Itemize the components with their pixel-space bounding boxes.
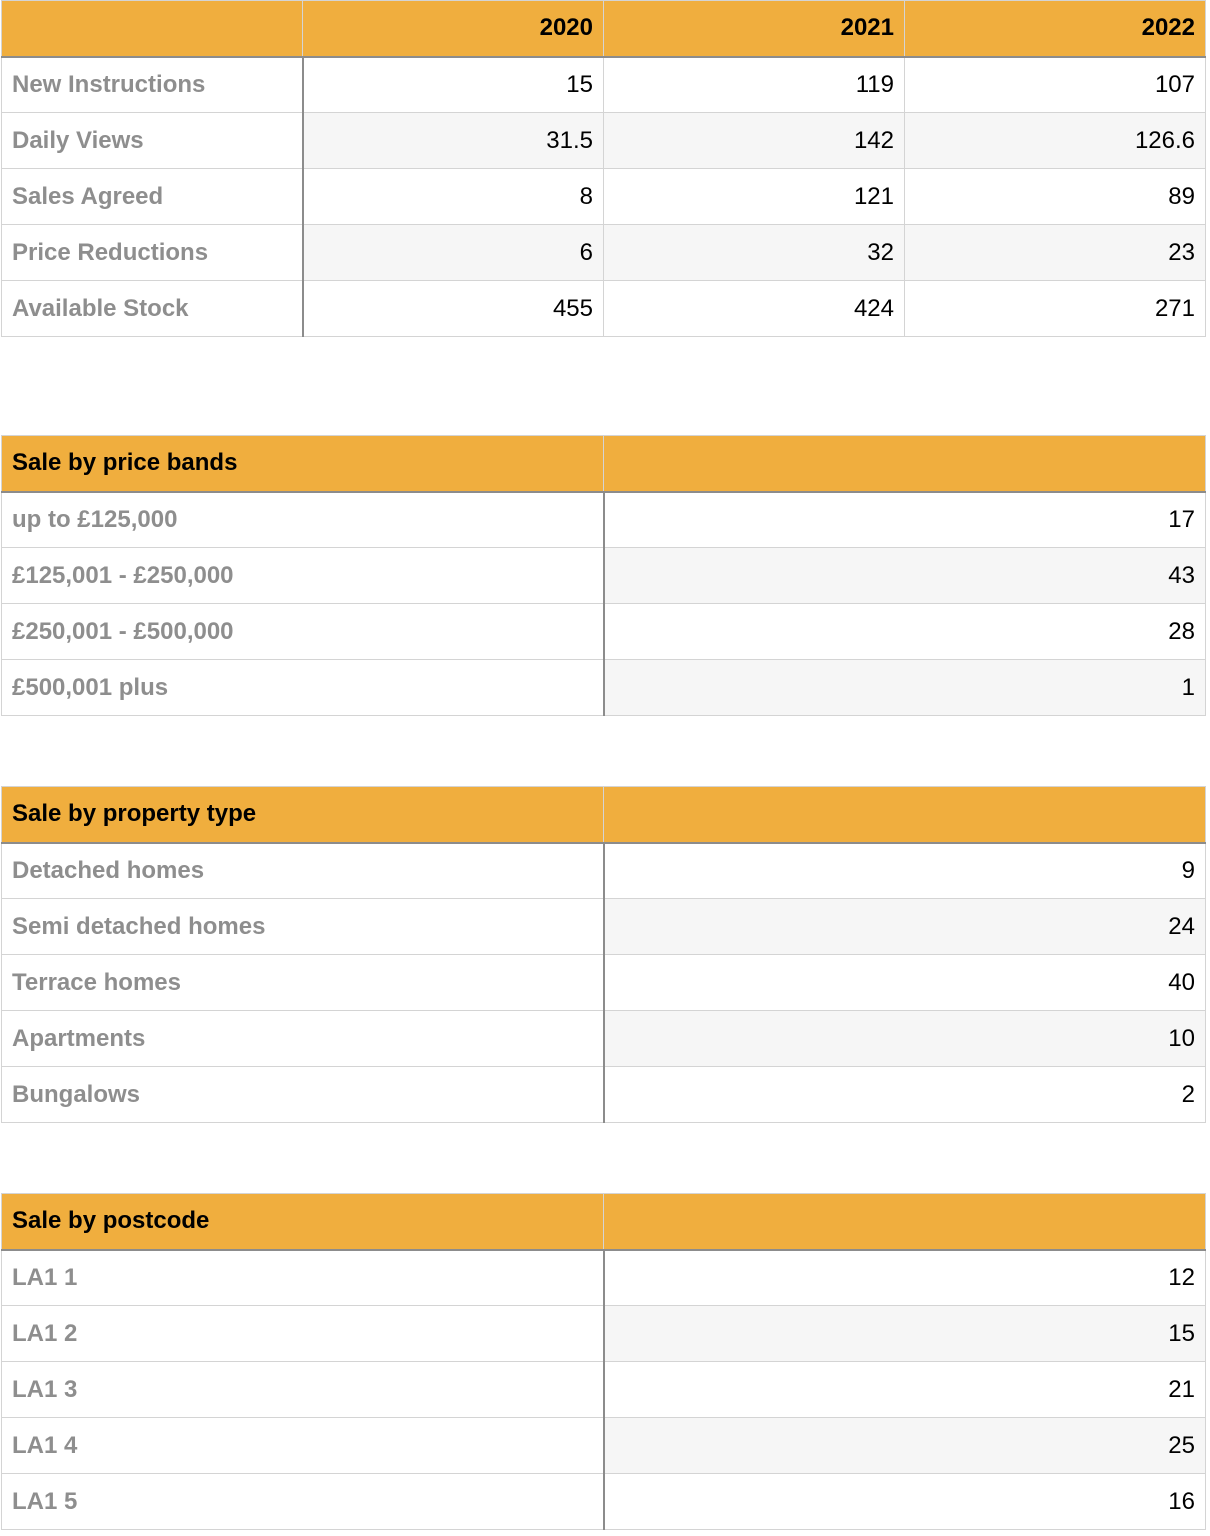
table-row [2,548,1206,604]
cell-value: 107 [905,57,1206,113]
row-label: £250,001 - £500,000 [2,604,604,660]
cell-value: 424 [604,281,905,337]
row-label: LA1 1 [2,1250,604,1306]
table-row [2,660,1206,716]
cell-value: 8 [303,169,604,225]
header-cell-empty [604,787,1206,843]
row-label: Sales Agreed [2,169,303,225]
cell-value: 40 [604,955,1206,1011]
cell-value: 10 [604,1011,1206,1067]
cell-value: 17 [604,492,1206,548]
cell-value: 455 [303,281,604,337]
cell-value: 1 [604,660,1206,716]
table-title: Sale by price bands [2,436,604,492]
row-label: £125,001 - £250,000 [2,548,604,604]
table-title: Sale by property type [2,787,604,843]
property-type-table [1,786,1206,1123]
row-label: LA1 4 [2,1418,604,1474]
cell-value: 9 [604,843,1206,899]
table-row [2,1250,1206,1306]
header-cell-empty [2,1,303,57]
cell-value: 16 [604,1474,1206,1530]
row-label: Price Reductions [2,225,303,281]
table-row [2,225,1206,281]
table-row [2,113,1206,169]
cell-value: 23 [905,225,1206,281]
cell-value: 271 [905,281,1206,337]
cell-value: 25 [604,1418,1206,1474]
table-header-row [2,1194,1206,1250]
header-cell-empty [604,1194,1206,1250]
table-header-row [2,436,1206,492]
row-label: up to £125,000 [2,492,604,548]
cell-value: 31.5 [303,113,604,169]
cell-value: 15 [303,57,604,113]
table-row [2,1474,1206,1530]
table-title: Sale by postcode [2,1194,604,1250]
row-label: Available Stock [2,281,303,337]
table-row [2,1067,1206,1123]
table-row [2,1306,1206,1362]
cell-value: 142 [604,113,905,169]
header-cell-year: 2022 [905,1,1206,57]
row-label: LA1 2 [2,1306,604,1362]
row-label: Bungalows [2,1067,604,1123]
table-row [2,955,1206,1011]
row-label: LA1 5 [2,1474,604,1530]
row-label: £500,001 plus [2,660,604,716]
table-row [2,1011,1206,1067]
header-cell-year: 2021 [604,1,905,57]
cell-value: 28 [604,604,1206,660]
table-row [2,899,1206,955]
price-bands-table [1,435,1206,716]
table-row [2,604,1206,660]
cell-value: 6 [303,225,604,281]
table-header-row [2,1,1206,57]
header-cell-year: 2020 [303,1,604,57]
row-label: Terrace homes [2,955,604,1011]
table-row [2,169,1206,225]
cell-value: 24 [604,899,1206,955]
row-label: Semi detached homes [2,899,604,955]
cell-value: 12 [604,1250,1206,1306]
row-label: Daily Views [2,113,303,169]
row-label: Detached homes [2,843,604,899]
cell-value: 15 [604,1306,1206,1362]
cell-value: 21 [604,1362,1206,1418]
row-label: Apartments [2,1011,604,1067]
cell-value: 119 [604,57,905,113]
cell-value: 89 [905,169,1206,225]
header-cell-empty [604,436,1206,492]
table-row [2,492,1206,548]
table-row [2,843,1206,899]
table-row [2,281,1206,337]
row-label: New Instructions [2,57,303,113]
table-row [2,1362,1206,1418]
yearly-stats-table [1,0,1206,337]
cell-value: 32 [604,225,905,281]
row-label: LA1 3 [2,1362,604,1418]
table-row [2,57,1206,113]
cell-value: 43 [604,548,1206,604]
table-row [2,1418,1206,1474]
postcode-table [1,1193,1206,1530]
cell-value: 2 [604,1067,1206,1123]
cell-value: 121 [604,169,905,225]
cell-value: 126.6 [905,113,1206,169]
table-header-row [2,787,1206,843]
